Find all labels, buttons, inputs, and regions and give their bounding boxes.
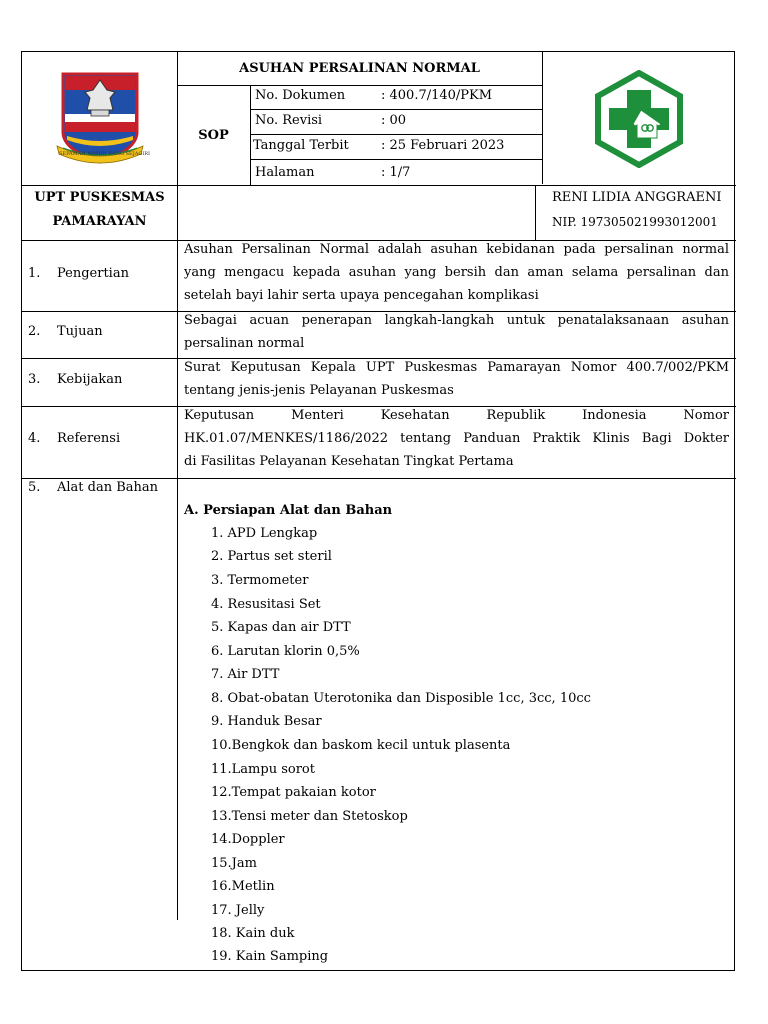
institution-name-line2: PAMARAYAN [52,214,147,229]
field-divider-3 [250,159,542,160]
equipment-item: 7. Air DTT [211,667,280,682]
section-number-5: 5. [28,480,41,495]
equipment-item: 15.Jam [211,856,257,871]
column-divider-right [542,52,543,184]
signer-name: RENI LIDIA ANGGRAENI [552,190,722,205]
signer-nip: NIP. 197305021993012001 [552,215,718,229]
section-number-2: 2. [28,324,41,339]
field-value-no-revisi: : 00 [381,113,407,128]
emblem-banner-text: SEPAMAN MAHIH RANG SEJAGIRI [59,151,151,157]
kebijakan-line-2: tentang jenis-jenis Pelayanan Puskesmas [184,383,454,398]
referensi-line-2: HK.01.07/MENKES/1186/2022 tentang Panduan Praktik Klinis Bagi Dokter [184,431,729,446]
field-value-tanggal-terbit: : 25 Februari 2023 [381,138,505,153]
tujuan-line-2: persalinan normal [184,336,305,351]
sop-divider [250,85,251,186]
field-label-halaman: Halaman [255,165,315,180]
equipment-item: 14.Doppler [211,832,285,847]
field-label-no-revisi: No. Revisi [255,113,323,128]
title-divider [177,85,542,86]
equipment-item: 1. APD Lengkap [211,526,318,541]
equipment-item: 19. Kain Samping [211,949,329,964]
sop-document [21,51,735,971]
institution-name-line1: UPT PUSKESMAS [34,190,165,205]
equipment-item: 11.Lampu sorot [211,762,315,777]
section-title-referensi: Referensi [57,431,121,446]
equipment-item: 6. Larutan klorin 0,5% [211,644,360,659]
field-label-no-dokumen: No. Dokumen [255,88,346,103]
equipment-item: 17. Jelly [211,903,265,918]
section-title-kebijakan: Kebijakan [57,372,123,387]
field-label-tanggal-terbit: Tanggal Terbit [253,138,349,153]
equipment-item: 4. Resusitasi Set [211,597,321,612]
kebijakan-line-1: Surat Keputusan Kepala UPT Puskesmas Pamarayan Nomor 400.7/002/PKM [184,360,729,375]
referensi-line-3: di Fasilitas Pelayanan Kesehatan Tingkat Pertama [184,454,514,469]
section-title-alat-dan-bahan: Alat dan Bahan [57,480,159,495]
equipment-item: 13.Tensi meter dan Stetoskop [211,809,408,824]
equipment-item: 18. Kain duk [211,926,295,941]
equipment-item: 16.Metlin [211,879,275,894]
equipment-item: 9. Handuk Besar [211,714,322,729]
equipment-item: 2. Partus set steril [211,549,332,564]
section-number-1: 1. [28,266,41,281]
tujuan-line-1: Sebagai acuan penerapan langkah-langkah untuk penatalaksanaan asuhan [184,313,729,328]
equipment-item: 5. Kapas dan air DTT [211,620,351,635]
puskesmas-logo [593,70,685,168]
sop-label: SOP [198,128,229,143]
equipment-item: 10.Bengkok dan baskom kecil untuk plasenta [211,738,511,753]
signer-divider [535,185,536,240]
field-divider-1 [250,109,542,110]
section-title-tujuan: Tujuan [57,324,103,339]
field-value-halaman: : 1/7 [381,165,411,180]
pengertian-line-2: yang mengacu kepada asuhan yang bersih dan aman selama persalinan dan [184,265,729,280]
referensi-line-1: Keputusan Menteri Kesehatan Republik Indonesia Nomor [184,408,729,423]
equipment-item: 8. Obat-obatan Uterotonika dan Disposible 1cc, 3cc, 10cc [211,691,591,706]
equipment-item: 12.Tempat pakaian kotor [211,785,376,800]
pengertian-line-1: Asuhan Persalinan Normal adalah asuhan kebidanan pada persalinan normal [184,242,729,257]
header-divider [22,185,736,186]
section-title-pengertian: Pengertian [57,266,129,281]
row-divider-5 [22,478,736,479]
section-number-3: 3. [28,372,41,387]
section-number-4: 4. [28,431,41,446]
equipment-heading: A. Persiapan Alat dan Bahan [184,503,393,518]
pengertian-line-3: setelah bayi lahir serta upaya pencegahan komplikasi [184,288,539,303]
field-value-no-dokumen: : 400.7/140/PKM [381,88,493,103]
column-divider-left [177,52,178,920]
field-divider-2 [250,134,542,135]
document-title: ASUHAN PERSALINAN NORMAL [239,61,480,76]
equipment-item: 3. Termometer [211,573,309,588]
